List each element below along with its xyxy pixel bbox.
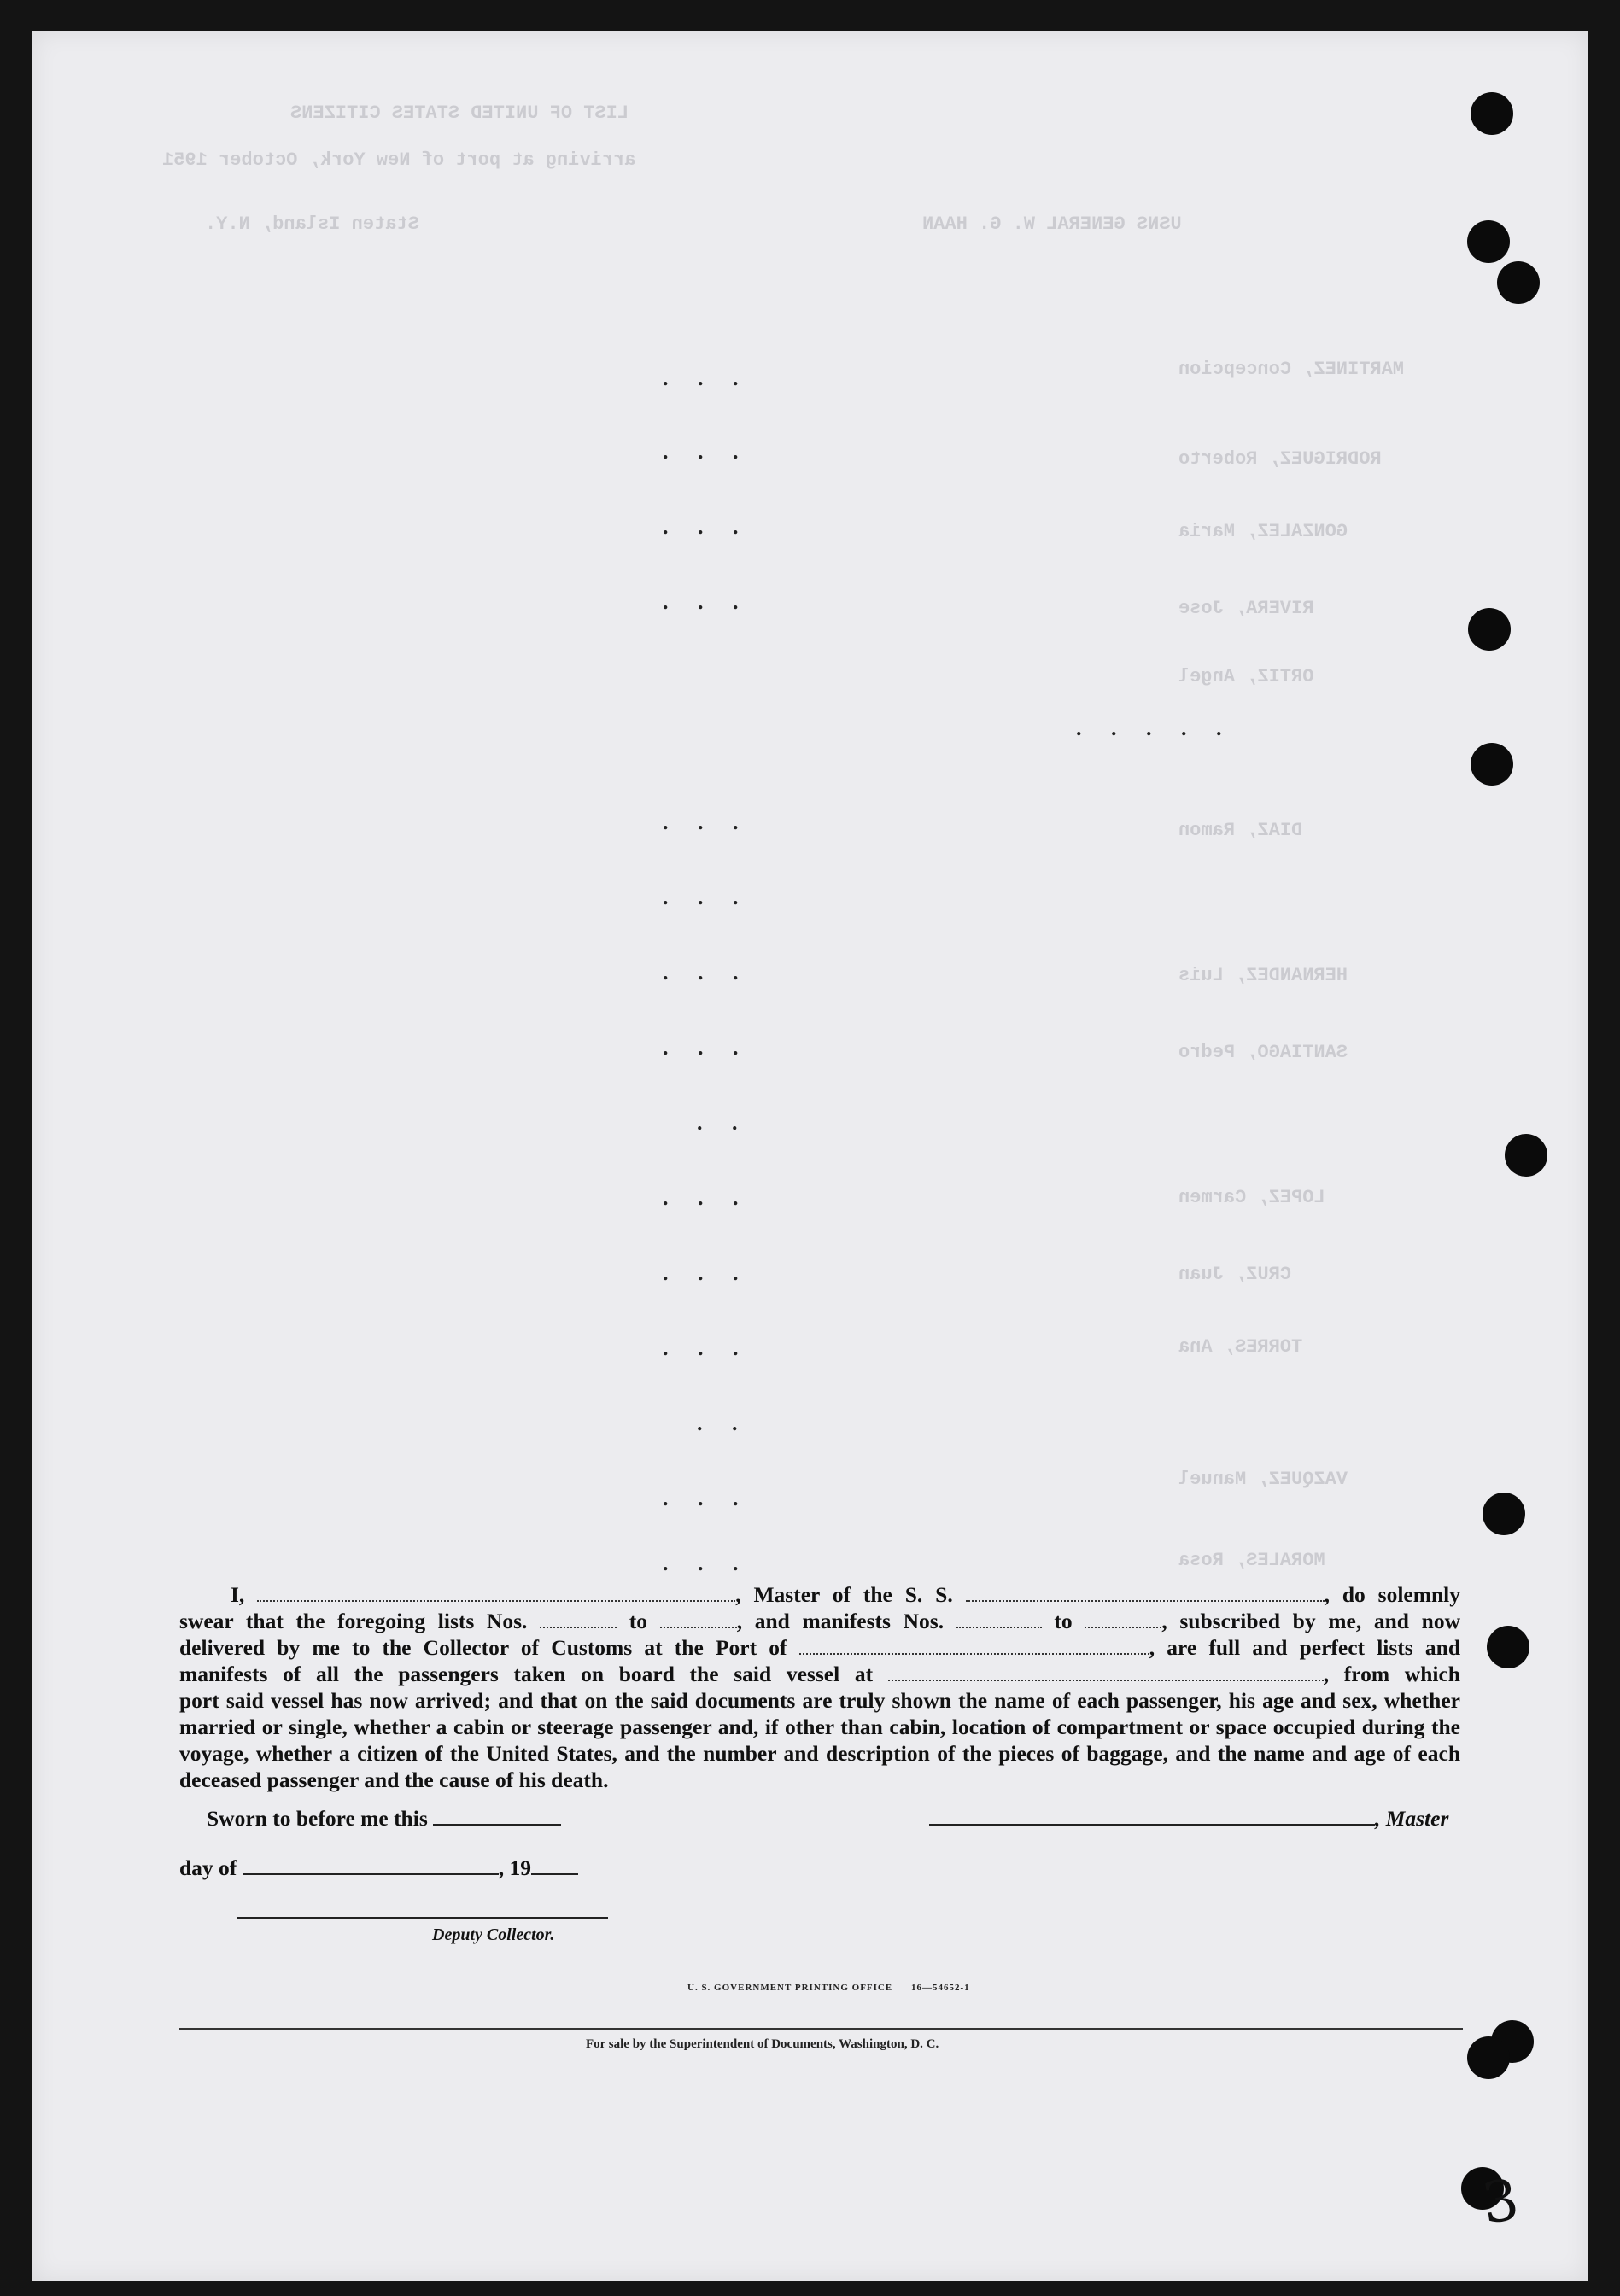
day-of-label: day of [179,1855,237,1880]
punch-hole [1468,608,1511,651]
punch-hole [1467,2036,1510,2079]
bleed-through-text: RIVERA, Jose [1178,598,1314,619]
oath-delivered: delivered by me to the Collector of Customs at the Port of [179,1635,787,1660]
dot-marks: . . . [663,1185,751,1210]
oath-body: port said vessel has now arrived; and that on the said documents are truly shown the name of each passenger, his age and sex, whether married or single, whether a cabin or steerage passenger and, if other than cabin, location of compartment or space occupied during the voyage, whether a citizen of the United States, and the number and description of the pieces of baggage, and the name and age of each deceased passenger and the cause of his death. [179,1688,1460,1792]
dot-marks: . . . [663,960,751,984]
bleed-through-text: RODRIGUEZ, Roberto [1178,448,1382,470]
punch-hole [1471,92,1513,135]
manifest-to-blank [1085,1610,1161,1628]
punch-hole [1471,743,1513,786]
bleed-through-text: MORALES, Rosa [1178,1550,1325,1571]
bleed-through-text: arriving at port of New York, October 1951 [162,149,636,171]
bleed-through-text: Staten Island, N.Y. [205,213,419,235]
oath-opening: I, [231,1582,245,1607]
dot-marks: . . . [663,1335,751,1360]
printing-office: U. S. GOVERNMENT PRINTING OFFICE [687,1983,893,1993]
handwritten-page-mark: 3 [1477,2166,1524,2237]
oath-manifests-of: manifests of all the passengers taken on board the said vessel at [179,1662,874,1686]
dot-marks: . . . [663,1486,751,1510]
printing-office-imprint [687,1983,970,1993]
dot-marks: . . . [663,589,751,614]
oath-swear: swear that the foregoing lists Nos. [179,1609,528,1633]
vessel-name-blank [966,1583,1325,1602]
punch-hole [1497,261,1540,304]
oath-do-solemnly: , do solemnly [1324,1582,1461,1607]
master-signature-line [929,1824,1375,1826]
master-oath [179,1581,1460,1793]
dot-marks: . . . [663,365,751,390]
punch-hole [1483,1493,1525,1535]
for-sale-notice: For sale by the Superintendent of Documents, Washington, D. C. [586,2037,939,2051]
dot-marks: . . . [663,809,751,834]
oath-and-manifests: , and manifests Nos. [736,1609,945,1633]
bleed-through-text: LOPEZ, Carmen [1178,1187,1325,1208]
dot-marks: . . . [663,1551,751,1575]
footer-rule [179,2028,1463,2030]
punch-hole [1487,1626,1529,1668]
bleed-through-text: HERNANDEZ, Luis [1178,965,1348,986]
oath-to-2: to [1054,1609,1073,1633]
sworn-label: Sworn to before me this [207,1806,428,1831]
bleed-through-text: GONZALEZ, Maria [1178,521,1348,542]
bleed-through-text: VAZQUEZ, Manuel [1178,1469,1348,1490]
dot-marks: . . [697,1411,750,1435]
bleed-through-text: DIAZ, Ramon [1178,820,1303,841]
embark-port-blank [888,1662,1324,1681]
day-of-line [243,1873,499,1875]
year-line [531,1873,578,1875]
list-from-blank [540,1610,617,1628]
year-prefix: , 19 [498,1855,531,1880]
bleed-through-text: TORRES, Ana [1178,1336,1303,1358]
bleed-through-text: ORTIZ, Angel [1178,666,1314,687]
punch-hole [1467,220,1510,263]
bleed-through-text: USNS GENERAL W. G. HAAN [922,213,1182,235]
dot-marks: . . . [663,514,751,539]
dot-marks: . . . [663,1260,751,1285]
bleed-through-text: LIST OF UNITED STATES CITIZENS [290,102,629,124]
form-number: 16—54652-1 [910,1983,970,1993]
dot-marks: . . . . . [1076,716,1234,740]
bleed-through-text: SANTIAGO, Pedro [1178,1042,1348,1063]
bleed-through-text: MARTINEZ, Concepcion [1178,359,1405,380]
dot-marks: . . [697,1110,750,1135]
oath-subscribed: , subscribed by me, and now [1161,1609,1461,1633]
list-to-blank [660,1610,737,1628]
master-name-blank [257,1583,735,1602]
deputy-signature-line [237,1917,608,1919]
oath-to-1: to [629,1609,648,1633]
punch-hole [1505,1134,1547,1177]
oath-master-of: , Master of the S. S. [735,1582,953,1607]
dot-marks: . . . [663,885,751,909]
oath-are-full: , are full and perfect lists and [1149,1635,1461,1660]
dot-marks: . . . [663,439,751,464]
manifest-from-blank [956,1610,1042,1628]
oath-from-which: , from which [1323,1662,1460,1686]
sworn-date-line [433,1824,561,1826]
port-blank [799,1636,1149,1655]
master-label: , Master [1375,1806,1449,1831]
deputy-collector-label: Deputy Collector. [432,1925,555,1944]
bleed-through-text: CRUZ, Juan [1178,1264,1292,1285]
dot-marks: . . . [663,1035,751,1060]
